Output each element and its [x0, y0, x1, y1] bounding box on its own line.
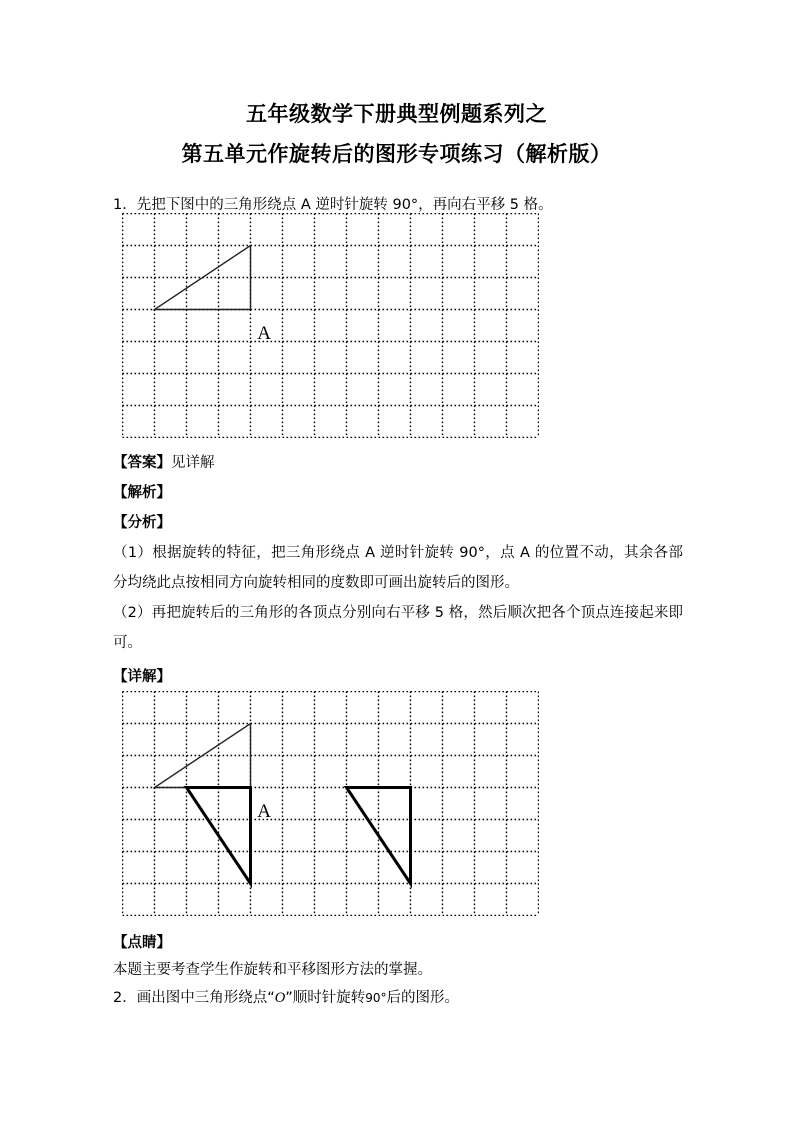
document-title-line-1: 五年级数学下册典型例题系列之 [246, 102, 547, 126]
question-1-grid [122, 213, 539, 438]
reasoning-paragraph-1: （1）根据旋转的特征，把三角形绕点 A 逆时针旋转 90°，点 A 的位置不动，其余各部分均绕此点按相同方向旋转相同的度数即可画出旋转后的图形。 [113, 545, 683, 591]
solution-figure [122, 691, 539, 916]
answer-value: 见详解 [171, 455, 215, 471]
reasoning-label: 【分析】 [113, 515, 171, 531]
question-1-text: 先把下图中的三角形绕点 A 逆时针旋转 90°，再向右平移 5 格。 [136, 197, 553, 213]
reasoning-paragraph-2: （2）再把旋转后的三角形的各顶点分别向右平移 5 格，然后顺次把各个顶点连接起来即可。 [113, 605, 683, 651]
question-2-angle: 90° [365, 991, 387, 1005]
answer-label: 【答案】 [113, 455, 171, 471]
question-1-vertex-label: A [257, 323, 271, 345]
question-2-text-middle: ”顺时针旋转 [285, 990, 366, 1006]
highlight-label: 【点睛】 [113, 935, 171, 951]
question-2-text-before: 画出图中三角形绕点“ [136, 990, 275, 1006]
question-2-number: 2． [113, 990, 137, 1006]
solution-grid [122, 691, 539, 916]
solution-vertex-label: A [257, 801, 271, 823]
question-1-number: 1． [113, 197, 137, 213]
answer-row [113, 448, 215, 478]
document-title-line-2: 第五单元作旋转后的图形专项练习（解析版） [181, 142, 612, 166]
analysis-label: 【解析】 [113, 485, 171, 501]
question-2-text-after: 后的图形。 [386, 990, 460, 1006]
question-2-point-label: O [274, 990, 286, 1006]
question-2-line [113, 983, 459, 1013]
highlight-text: 本题主要考查学生作旋转和平移图形方法的掌握。 [113, 962, 432, 978]
detail-label: 【详解】 [113, 669, 171, 685]
question-1-figure [122, 213, 539, 438]
